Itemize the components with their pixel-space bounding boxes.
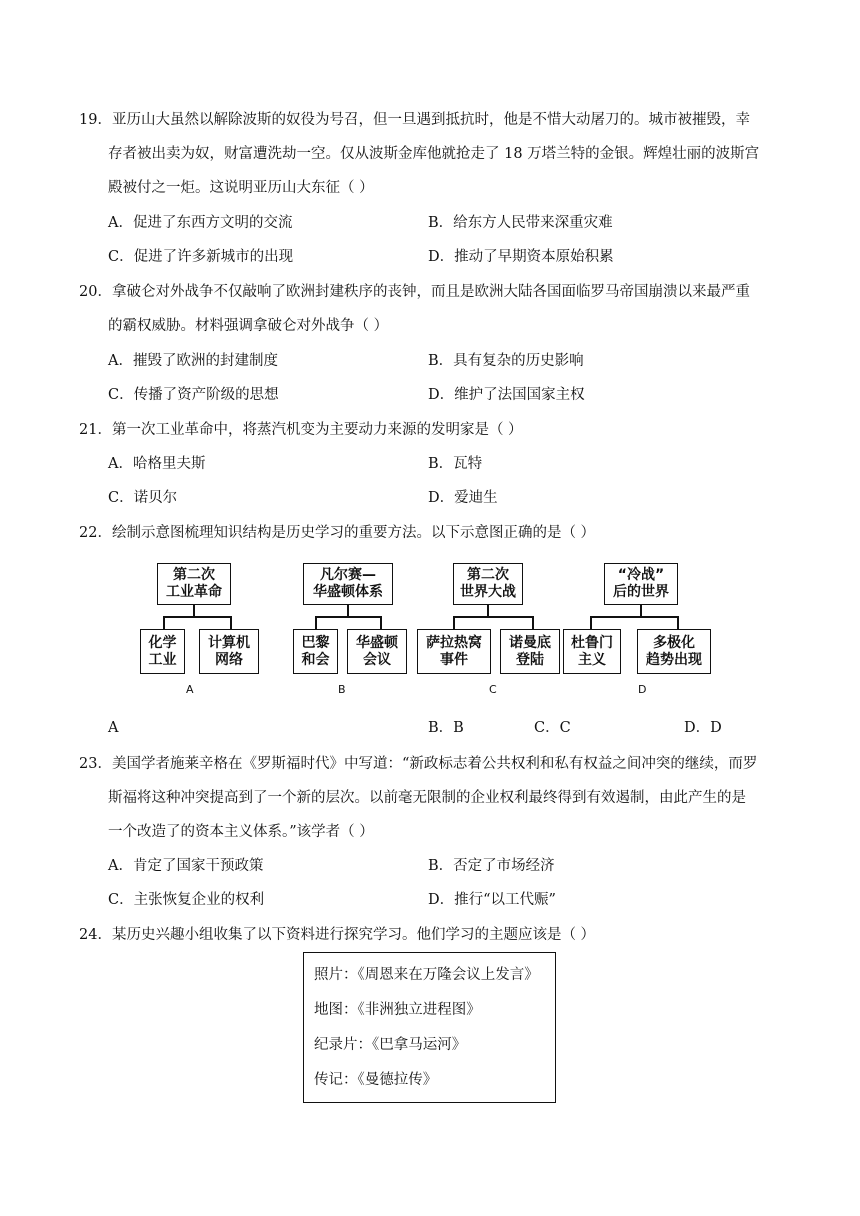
q21-line-1: 21．第一次工业革命中，将蒸汽机变为主要动力来源的发明家是（ ） bbox=[79, 422, 523, 438]
q22-option-a[interactable]: A bbox=[108, 720, 119, 736]
knowledge-diagrams bbox=[135, 560, 715, 700]
q21-option-d[interactable]: D．爱迪生 bbox=[428, 490, 498, 506]
q21-option-a[interactable]: A．哈格里夫斯 bbox=[108, 456, 206, 472]
q19-option-d[interactable]: D．推动了早期资本原始积累 bbox=[428, 249, 614, 265]
source-item: 照片：《周恩来在万隆会议上发言》 bbox=[314, 967, 539, 983]
q23-option-c[interactable]: C．主张恢复企业的权利 bbox=[108, 892, 265, 908]
q20-line-2: 的霸权威胁。材料强调拿破仑对外战争（ ） bbox=[108, 318, 389, 334]
q20-line-1: 20．拿破仑对外战争不仅敲响了欧洲封建秩序的丧钟，而且是欧洲大陆各国面临罗马帝国崩溃以来最严重 bbox=[79, 284, 750, 300]
source-item: 地图：《非洲独立进程图》 bbox=[314, 1002, 481, 1018]
q22-option-d[interactable]: D．D bbox=[684, 720, 722, 736]
diagram-d-right: 多极化 趋势出现 bbox=[637, 629, 711, 674]
q20-option-d[interactable]: D．维护了法国国家主权 bbox=[428, 387, 585, 403]
q23-option-a[interactable]: A．肯定了国家干预政策 bbox=[108, 858, 264, 874]
diagram-c-label: C bbox=[489, 683, 497, 696]
diagram-d-top: “冷战” 后的世界 bbox=[604, 563, 678, 605]
diagram-b-left: 巴黎 和会 bbox=[293, 629, 338, 674]
q22-option-b[interactable]: B．B bbox=[428, 720, 464, 736]
source-item: 纪录片：《巴拿马运河》 bbox=[314, 1037, 467, 1053]
q21-option-b[interactable]: B．瓦特 bbox=[428, 456, 483, 472]
diagram-c-top: 第二次 世界大战 bbox=[453, 563, 523, 605]
q23-option-d[interactable]: D．推行“以工代赈” bbox=[428, 892, 556, 908]
diagram-a-top: 第二次 工业革命 bbox=[157, 563, 231, 605]
q19-line-2: 存者被出卖为奴，财富遭洗劫一空。仅从波斯金库他就抢走了 18 万塔兰特的金银。辉煌壮丽的波斯宫 bbox=[108, 146, 760, 162]
q22-line-1: 22．绘制示意图梳理知识结构是历史学习的重要方法。以下示意图正确的是（ ） bbox=[79, 525, 596, 541]
q22-option-c[interactable]: C．C bbox=[534, 720, 571, 736]
q19-option-c[interactable]: C．促进了许多新城市的出现 bbox=[108, 249, 294, 265]
diagram-c-left: 萨拉热窝 事件 bbox=[417, 629, 491, 674]
q20-option-b[interactable]: B．具有复杂的历史影响 bbox=[428, 353, 584, 369]
q23-line-3: 一个改造了的资本主义体系。”该学者（ ） bbox=[108, 824, 374, 840]
diagram-a-label: A bbox=[186, 683, 194, 696]
q19-option-b[interactable]: B．给东方人民带来深重灾难 bbox=[428, 215, 613, 231]
q20-option-a[interactable]: A．摧毁了欧洲的封建制度 bbox=[108, 353, 278, 369]
diagram-c-right: 诺曼底 登陆 bbox=[500, 629, 560, 674]
diagram-b-label: B bbox=[338, 683, 346, 696]
source-item: 传记：《曼德拉传》 bbox=[314, 1072, 438, 1088]
diagram-b-right: 华盛顿 会议 bbox=[347, 629, 407, 674]
q21-option-c[interactable]: C．诺贝尔 bbox=[108, 490, 178, 506]
q19-line-3: 殿被付之一炬。这说明亚历山大东征（ ） bbox=[108, 180, 374, 196]
diagram-b-top: 凡尔赛— 华盛顿体系 bbox=[303, 563, 393, 605]
q19-line-1: 19．亚历山大虽然以解除波斯的奴役为号召，但一旦遇到抵抗时，他是不惜大动屠刀的。城市被摧毁，幸 bbox=[79, 112, 750, 128]
diagram-a-left: 化学 工业 bbox=[140, 629, 185, 674]
diagram-d-label: D bbox=[638, 683, 647, 696]
q23-line-1: 23．美国学者施莱辛格在《罗斯福时代》中写道：“新政标志着公共权利和私有权益之间冲突的继续，而罗 bbox=[79, 756, 758, 772]
q23-line-2: 斯福将这种冲突提高到了一个新的层次。以前毫无限制的企业权利最终得到有效遏制，由此产生的是 bbox=[108, 790, 746, 806]
diagram-d-left: 杜鲁门 主义 bbox=[563, 629, 621, 674]
q20-option-c[interactable]: C．传播了资产阶级的思想 bbox=[108, 387, 279, 403]
q19-option-a[interactable]: A．促进了东西方文明的交流 bbox=[108, 215, 293, 231]
source-material-box bbox=[303, 952, 556, 1103]
q24-line-1: 24．某历史兴趣小组收集了以下资料进行探究学习。他们学习的主题应该是（ ） bbox=[79, 927, 596, 943]
q23-option-b[interactable]: B．否定了市场经济 bbox=[428, 858, 555, 874]
diagram-a-right: 计算机 网络 bbox=[199, 629, 259, 674]
